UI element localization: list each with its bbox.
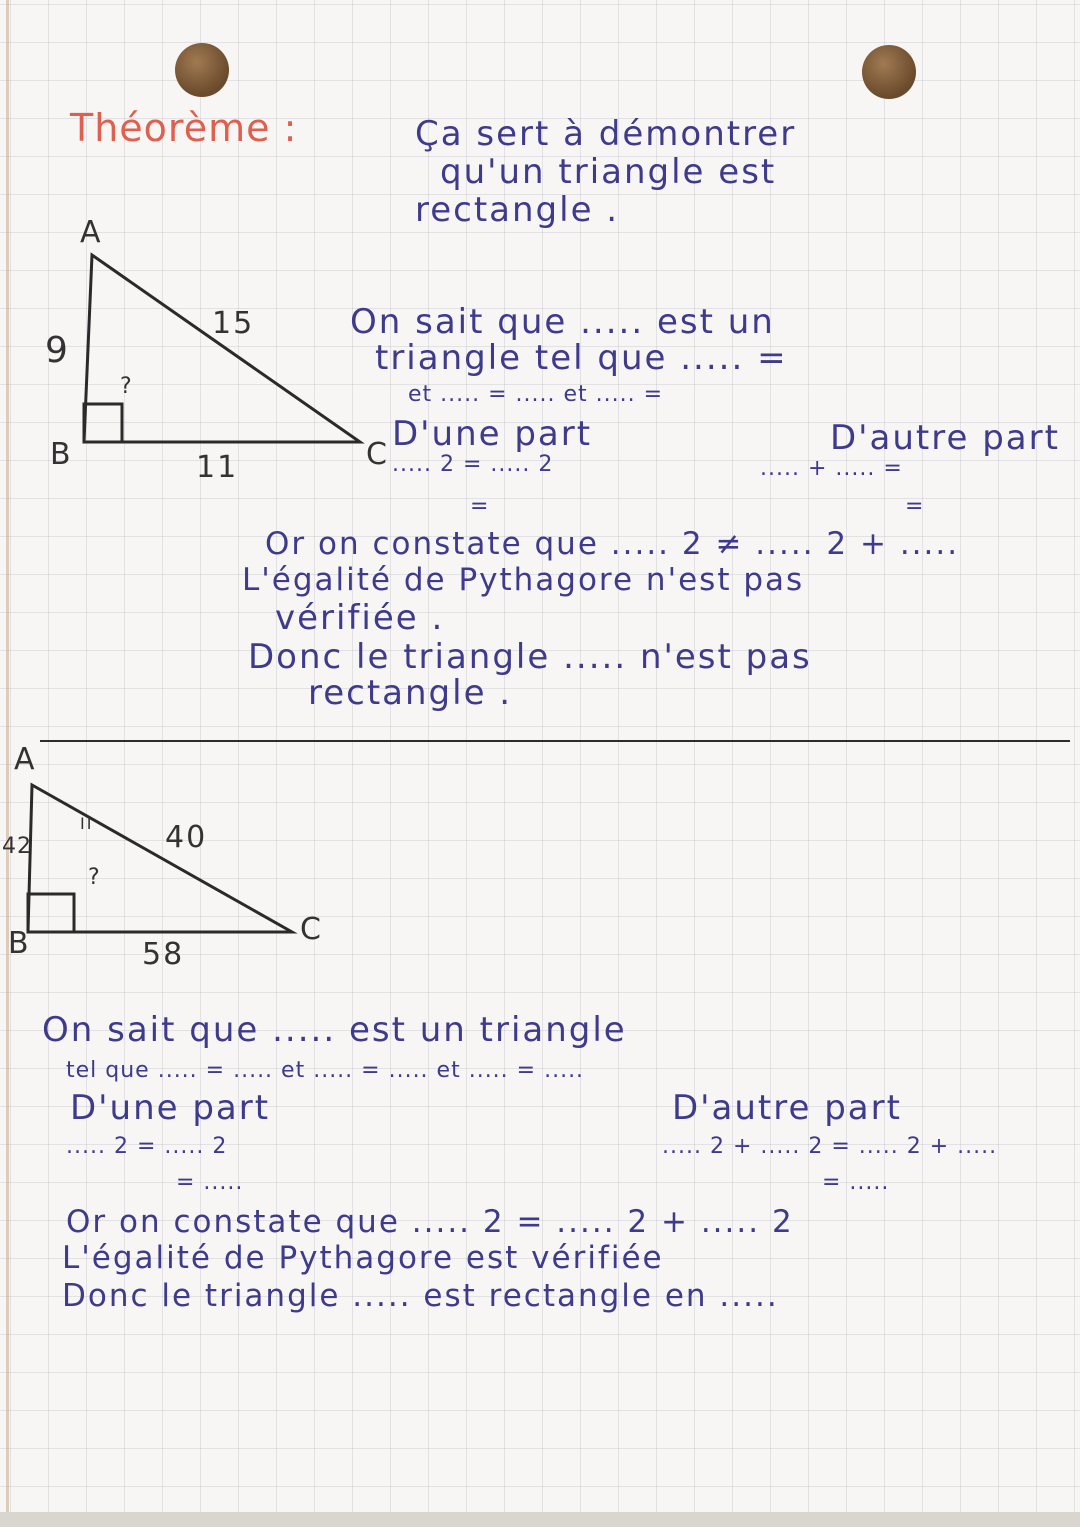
side-bc-label-1: 11 [196,450,239,485]
proof2-line-2: tel que ..... = ..... et ..... = ..... et ..... = ..... [66,1058,585,1083]
proof1-line-8: rectangle . [308,673,513,713]
vertex-b-2: B [8,926,31,961]
vertex-c-1: C [366,437,389,472]
proof2-line-5: Donc le triangle ..... est rectangle en ..... [62,1278,779,1314]
proof2-line-4: L'égalité de Pythagore est vérifiée [62,1240,664,1276]
proof2-eq-3: ..... 2 + ..... 2 = ..... 2 + ..... [662,1134,998,1159]
vertex-b-1: B [50,437,73,472]
tick-mark-2: II [80,814,94,833]
proof2-eq-2: = ..... [176,1170,244,1195]
proof1-part-2: D'autre part [830,418,1060,458]
side-ac-label-1: 15 [212,306,255,341]
paper-bottom-edge [0,1512,1080,1527]
proof1-line-7: Donc le triangle ..... n'est pas [248,637,812,677]
intro-line-1: Ça sert à démontrer [415,114,797,154]
proof1-line-3: et ..... = ..... et ..... = [408,382,664,407]
proof1-line-1: On sait que ..... est un [350,302,775,342]
page-title: Théorème : [70,106,298,150]
proof1-part-1: D'une part [392,414,593,454]
proof1-line-2: triangle tel que ..... = [375,338,788,378]
proof1-line-6: vérifiée . [275,598,445,638]
side-ab-label-2: 42 [2,834,32,859]
side-ac-label-2: 40 [165,820,208,855]
vertex-a-1: A [80,215,103,250]
proof2-eq-4: = ..... [822,1170,890,1195]
proof1-eq-3: ..... + ..... = [760,456,903,481]
proof1-eq-1: ..... 2 = ..... 2 [392,452,554,477]
proof2-line-3: Or on constate que ..... 2 = ..... 2 + ..... 2 [66,1204,794,1240]
proof2-eq-1: ..... 2 = ..... 2 [66,1134,228,1159]
vertex-c-2: C [300,912,323,947]
side-ab-label-1: 9 [45,330,70,371]
angle-mark-1: ? [120,374,133,399]
proof1-eq-4: = [905,494,925,519]
proof1-line-5: L'égalité de Pythagore n'est pas [242,562,805,598]
vertex-a-2: A [14,742,37,777]
proof2-line-1: On sait que ..... est un triangle [42,1010,627,1050]
proof1-eq-2: = [470,494,490,519]
proof2-part-2: D'autre part [672,1088,902,1128]
side-bc-label-2: 58 [142,937,185,972]
proof2-part-1: D'une part [70,1088,271,1128]
intro-line-2: qu'un triangle est [440,152,777,192]
angle-mark-2: ? [88,865,101,890]
intro-line-3: rectangle . [415,190,620,230]
section-separator [40,740,1070,742]
proof1-line-4: Or on constate que ..... 2 ≠ ..... 2 + ..... [265,526,960,562]
